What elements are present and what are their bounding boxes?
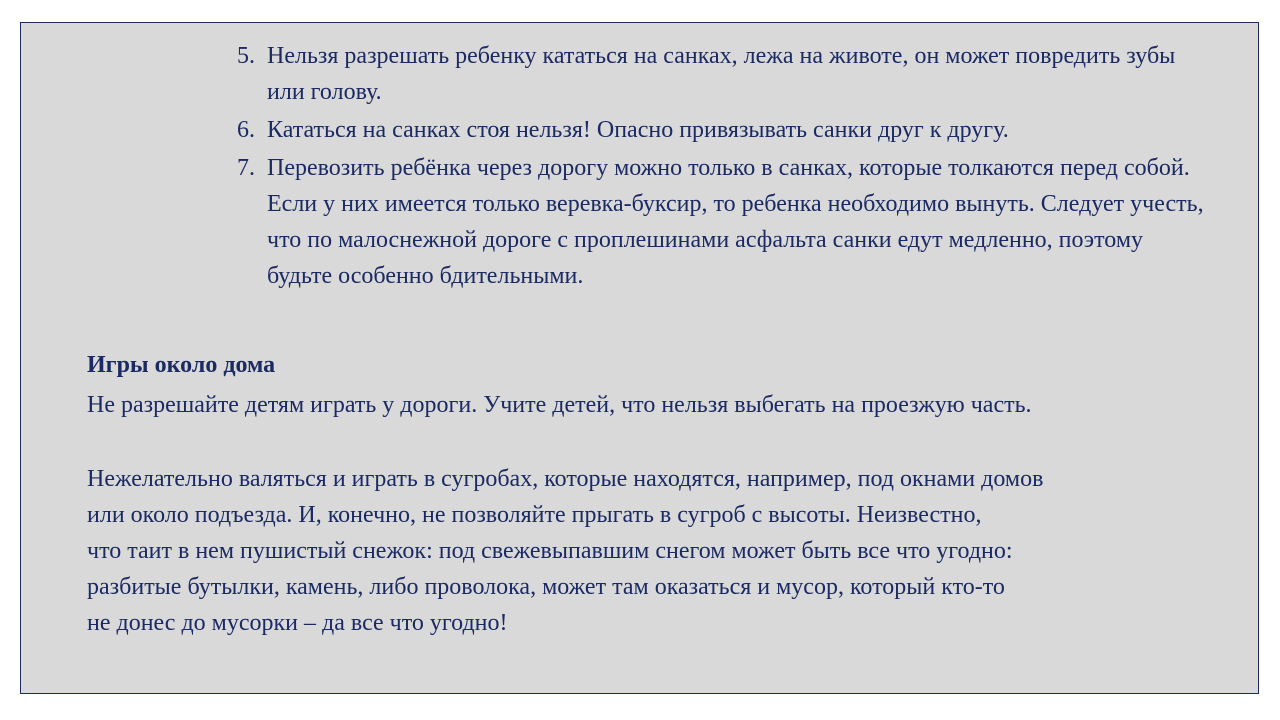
list-item-number: 7. (237, 155, 255, 181)
list-item (237, 38, 1207, 110)
slide-panel (20, 22, 1259, 694)
paragraph-line: разбитые бутылки, камень, либо проволока, может там оказаться и мусор, который кто-то (87, 574, 1005, 600)
safety-rules-list (237, 38, 1207, 296)
paragraph-line: или около подъезда. И, конечно, не позволяйте прыгать в сугроб с высоты. Неизвестно, (87, 502, 982, 528)
list-item-text: Перевозить ребёнка через дорогу можно только в санках, которые толкаются перед собой. Если у них имеется только веревка-буксир, то ребенка необходимо вынуть. Следует учесть, что по малоснежной дороге с проплешинами асфальта санки едут медленно, поэтому будьте особенно бдительными. (267, 155, 1204, 289)
paragraph-line: что таит в нем пушистый снежок: под свежевыпавшим снегом может быть все что угодно: (87, 538, 1013, 564)
list-item-number: 6. (237, 117, 255, 143)
list-item (237, 150, 1207, 294)
list-item-number: 5. (237, 43, 255, 69)
paragraph-line: не донес до мусорки – да все что угодно! (87, 610, 508, 636)
paragraph-line: Нежелательно валяться и играть в сугробах, которые находятся, например, под окнами домов (87, 466, 1044, 492)
section-paragraph-1: Не разрешайте детям играть у дороги. Учите детей, что нельзя выбегать на проезжую часть. (87, 392, 1032, 418)
section-heading: Игры около дома (87, 352, 276, 378)
list-item-text: Нельзя разрешать ребенку кататься на санках, лежа на животе, он может повредить зубы или голову. (267, 43, 1176, 105)
section-paragraph-2 (87, 461, 1207, 641)
list-item-text: Кататься на санках стоя нельзя! Опасно привязывать санки друг к другу. (267, 117, 1009, 143)
list-item (237, 112, 1207, 148)
